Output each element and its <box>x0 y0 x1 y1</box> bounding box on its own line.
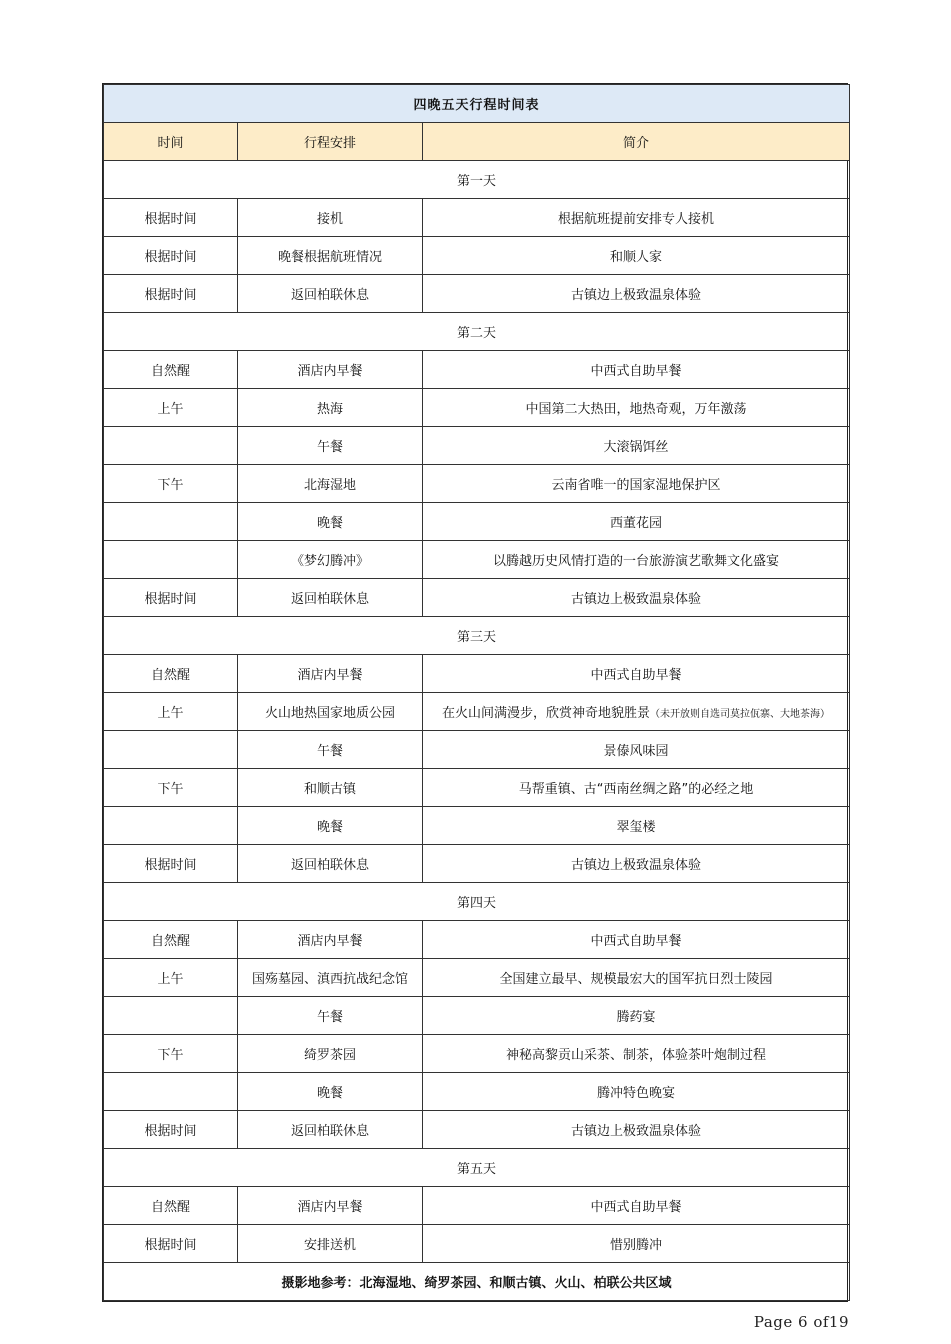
cell-time: 自然醒 <box>104 1187 238 1225</box>
cell-intro: 古镇边上极致温泉体验 <box>423 579 850 617</box>
cell-arrangement: 绮罗茶园 <box>238 1035 423 1073</box>
cell-intro: 古镇边上极致温泉体验 <box>423 1111 850 1149</box>
table-row <box>104 237 850 275</box>
cell-time: 自然醒 <box>104 921 238 959</box>
cell-arrangement: 晚餐 <box>238 503 423 541</box>
cell-arrangement: 安排送机 <box>238 1225 423 1263</box>
cell-intro: 和顺人家 <box>423 237 850 275</box>
cell-intro: 中西式自助早餐 <box>423 1187 850 1225</box>
table-row <box>104 1073 850 1111</box>
cell-time: 根据时间 <box>104 579 238 617</box>
cell-arrangement: 返回柏联休息 <box>238 275 423 313</box>
intro-note: （未开放则自选司莫拉佤寨、大地茶海） <box>650 709 831 720</box>
table-row <box>104 541 850 579</box>
cell-arrangement: 和顺古镇 <box>238 769 423 807</box>
cell-intro: 以腾越历史风情打造的一台旅游演艺歌舞文化盛宴 <box>423 541 850 579</box>
cell-arrangement: 国殇墓园、滇西抗战纪念馆 <box>238 959 423 997</box>
table-row <box>104 845 850 883</box>
table-row <box>104 731 850 769</box>
cell-arrangement: 返回柏联休息 <box>238 845 423 883</box>
cell-intro: 景傣风味园 <box>423 731 850 769</box>
day-header-row <box>104 883 850 921</box>
table-row <box>104 351 850 389</box>
table-row <box>104 997 850 1035</box>
table-row <box>104 465 850 503</box>
table-row <box>104 275 850 313</box>
day-label: 第三天 <box>104 617 850 655</box>
cell-intro: 翠玺楼 <box>423 807 850 845</box>
title-row <box>104 85 850 123</box>
cell-arrangement: 晚餐 <box>238 1073 423 1111</box>
cell-time: 根据时间 <box>104 199 238 237</box>
cell-arrangement: 热海 <box>238 389 423 427</box>
day-header-row <box>104 617 850 655</box>
cell-time <box>104 541 238 579</box>
day-header-row <box>104 161 850 199</box>
cell-arrangement: 火山地热国家地质公园 <box>238 693 423 731</box>
cell-intro: 腾冲特色晚宴 <box>423 1073 850 1111</box>
cell-arrangement: 晚餐 <box>238 807 423 845</box>
cell-time: 根据时间 <box>104 1111 238 1149</box>
cell-intro: 大滚锅饵丝 <box>423 427 850 465</box>
intro-text: 在火山间满漫步，欣赏神奇地貌胜景 <box>442 706 651 721</box>
cell-intro: 马帮重镇、古“西南丝绸之路”的必经之地 <box>423 769 850 807</box>
cell-time <box>104 997 238 1035</box>
cell-intro <box>423 693 850 731</box>
table-row <box>104 579 850 617</box>
table-row <box>104 1225 850 1263</box>
cell-time <box>104 731 238 769</box>
cell-arrangement: 酒店内早餐 <box>238 1187 423 1225</box>
cell-time: 自然醒 <box>104 351 238 389</box>
day-header-row <box>104 1149 850 1187</box>
cell-arrangement: 接机 <box>238 199 423 237</box>
cell-time: 根据时间 <box>104 1225 238 1263</box>
cell-arrangement: 午餐 <box>238 997 423 1035</box>
cell-intro: 惜别腾冲 <box>423 1225 850 1263</box>
cell-time: 根据时间 <box>104 275 238 313</box>
cell-time <box>104 503 238 541</box>
cell-arrangement: 酒店内早餐 <box>238 921 423 959</box>
table-row <box>104 921 850 959</box>
cell-intro: 腾药宴 <box>423 997 850 1035</box>
day-label: 第五天 <box>104 1149 850 1187</box>
header-arrangement: 行程安排 <box>238 123 423 161</box>
table-row <box>104 1111 850 1149</box>
page-title: 四晚五天行程时间表 <box>104 85 850 123</box>
cell-arrangement: 北海湿地 <box>238 465 423 503</box>
itinerary-sheet <box>102 83 848 1302</box>
cell-intro: 中西式自助早餐 <box>423 921 850 959</box>
cell-time <box>104 427 238 465</box>
cell-time: 根据时间 <box>104 845 238 883</box>
cell-arrangement: 酒店内早餐 <box>238 351 423 389</box>
table-row <box>104 1187 850 1225</box>
cell-arrangement: 《梦幻腾冲》 <box>238 541 423 579</box>
table-row <box>104 959 850 997</box>
photo-location-note: 摄影地参考：北海湿地、绮罗茶园、和顺古镇、火山、柏联公共区域 <box>104 1263 850 1301</box>
table-row <box>104 655 850 693</box>
day-label: 第一天 <box>104 161 850 199</box>
day-label: 第四天 <box>104 883 850 921</box>
table-row <box>104 769 850 807</box>
cell-arrangement: 返回柏联休息 <box>238 579 423 617</box>
itinerary-table <box>103 84 850 1301</box>
cell-intro: 云南省唯一的国家湿地保护区 <box>423 465 850 503</box>
page-number: Page 6 of19 <box>753 1313 849 1331</box>
cell-intro: 全国建立最早、规模最宏大的国军抗日烈士陵园 <box>423 959 850 997</box>
cell-time: 上午 <box>104 389 238 427</box>
cell-intro: 西董花园 <box>423 503 850 541</box>
cell-intro: 根据航班提前安排专人接机 <box>423 199 850 237</box>
table-row <box>104 389 850 427</box>
header-row <box>104 123 850 161</box>
cell-time: 上午 <box>104 693 238 731</box>
cell-intro: 中西式自助早餐 <box>423 351 850 389</box>
cell-time <box>104 807 238 845</box>
cell-time: 下午 <box>104 1035 238 1073</box>
cell-time: 下午 <box>104 769 238 807</box>
day-header-row <box>104 313 850 351</box>
cell-arrangement: 午餐 <box>238 731 423 769</box>
table-row <box>104 807 850 845</box>
cell-arrangement: 返回柏联休息 <box>238 1111 423 1149</box>
cell-time: 根据时间 <box>104 237 238 275</box>
cell-intro: 古镇边上极致温泉体验 <box>423 845 850 883</box>
cell-intro: 中国第二大热田，地热奇观，万年激荡 <box>423 389 850 427</box>
header-time: 时间 <box>104 123 238 161</box>
cell-arrangement: 午餐 <box>238 427 423 465</box>
cell-intro: 中西式自助早餐 <box>423 655 850 693</box>
cell-time <box>104 1073 238 1111</box>
header-intro: 简介 <box>423 123 850 161</box>
cell-time: 上午 <box>104 959 238 997</box>
table-row <box>104 427 850 465</box>
cell-arrangement: 酒店内早餐 <box>238 655 423 693</box>
day-label: 第二天 <box>104 313 850 351</box>
cell-arrangement: 晚餐根据航班情况 <box>238 237 423 275</box>
cell-intro: 古镇边上极致温泉体验 <box>423 275 850 313</box>
table-row <box>104 693 850 731</box>
table-row <box>104 503 850 541</box>
footer-row <box>104 1263 850 1301</box>
cell-time: 下午 <box>104 465 238 503</box>
table-row <box>104 199 850 237</box>
cell-intro: 神秘高黎贡山采茶、制茶，体验茶叶炮制过程 <box>423 1035 850 1073</box>
table-row <box>104 1035 850 1073</box>
cell-time: 自然醒 <box>104 655 238 693</box>
